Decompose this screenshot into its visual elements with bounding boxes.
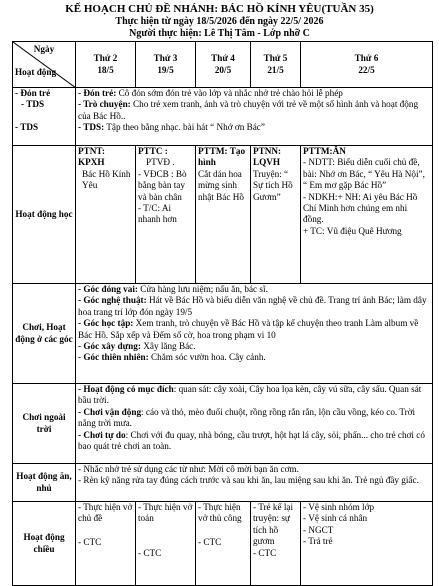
corner-item-text: Xem tranh, trò chuyện về Bác Hồ và tập kể chuyện theo tranh Làm album về Bác Hồ. Sắp xếp và Đếm số cờ, hoa trong phạm vi 10 bbox=[78, 318, 419, 340]
plan-dates: Thực hiện từ ngày 18/5/2026 đến ngày 22/5/ 2026 bbox=[115, 16, 324, 27]
corner-item-head: - Góc xây dựng: bbox=[78, 341, 141, 352]
morning-label: - TDS bbox=[21, 99, 45, 110]
outdoor-row bbox=[13, 384, 433, 464]
afternoon-line: - Thực hiện vở chủ đề bbox=[78, 502, 133, 524]
meal-line: - Nhắc nhở trẻ sử dụng các từ như: Mời cô mời bạn ăn cơm. bbox=[78, 464, 299, 474]
corner-item-head: - Góc nghệ thuật: bbox=[78, 295, 147, 306]
learning-line: - NDTT: Biểu diễn cuối chủ đề, bài: Nhớ ơn Bác, “ Yêu Hà Nội”, bbox=[303, 157, 425, 179]
outdoor-item-text: : cáo và thỏ, mèo đuổi chuột, rồng rồng rắn rắn, lộn cầu vồng, kéo co. Trời nắng trời mưa. bbox=[78, 406, 416, 429]
corner-item bbox=[78, 341, 430, 352]
afternoon-line: - Thực hiện vở toán bbox=[138, 502, 193, 524]
corners-content bbox=[76, 284, 433, 384]
outdoor-item bbox=[78, 384, 430, 407]
morning-row bbox=[13, 88, 433, 146]
outdoor-item-head: - Chơi tự do bbox=[78, 429, 126, 440]
learning-mon bbox=[76, 146, 136, 284]
learning-tue bbox=[136, 146, 196, 284]
morning-content bbox=[76, 88, 433, 146]
day-name: Thứ 6 bbox=[354, 53, 379, 64]
day-mon bbox=[76, 42, 136, 88]
afternoon-line: - CTC bbox=[78, 536, 102, 547]
corner-cell bbox=[13, 42, 76, 88]
corner-item-head: - Góc học tập: bbox=[78, 318, 134, 329]
plan-teacher: Người thực hiện: Lê Thị Tâm - Lớp nhỡ C bbox=[129, 28, 310, 39]
afternoon-line: - Trẻ kể lại truyện: sự tích hồ gươm bbox=[253, 502, 294, 547]
outdoor-item-text: : quan sát: cây xoài, Cây hoa lọa kèn, cây vú sữa, cây sấu. Quan sát bầu trời. bbox=[78, 384, 422, 406]
corner-bottom: Hoạt động bbox=[15, 67, 57, 78]
learning-row bbox=[13, 146, 433, 284]
learning-head: PTNN: LQVH bbox=[253, 146, 282, 168]
page-header bbox=[0, 0, 439, 40]
day-thu bbox=[251, 42, 301, 88]
day-date: 19/5 bbox=[157, 64, 174, 75]
corner-item-head: - Góc đóng vai: bbox=[78, 284, 138, 294]
corner-item-text: Cửa hàng lưu niệm; nấu ăn, bác sĩ. bbox=[137, 284, 268, 294]
learning-fri bbox=[301, 146, 433, 284]
corner-item-head: - Góc thiên nhiên: bbox=[78, 352, 149, 363]
day-fri bbox=[301, 42, 433, 88]
corner-item bbox=[78, 352, 430, 363]
day-name: Thứ 5 bbox=[263, 53, 288, 64]
morning-line-text: Cô đón sớm đón trẻ vào lớp và nhắc nhở trẻ chào hỏi lễ phép bbox=[116, 88, 343, 98]
afternoon-line: - Vệ sinh nhóm lớp bbox=[303, 502, 375, 512]
corner-item bbox=[78, 318, 430, 341]
morning-line-head: - Đón trẻ: bbox=[78, 88, 117, 98]
afternoon-line: - CTC bbox=[253, 547, 277, 558]
meal-label: Hoạt động ăn, nhủ bbox=[13, 464, 76, 502]
morning-line-text: Tập theo bằng nhạc. bài hát “ Nhớ ơn Bác” bbox=[104, 122, 265, 133]
learning-line: “ Em mơ gặp Bác Hồ” bbox=[303, 180, 387, 191]
morning-line bbox=[78, 99, 430, 122]
afternoon-row bbox=[13, 502, 433, 586]
meal-content bbox=[76, 464, 433, 502]
corner-top: Ngày bbox=[33, 44, 55, 54]
meal-row bbox=[13, 464, 433, 502]
afternoon-line: - Vệ sinh cá nhân bbox=[303, 513, 368, 524]
outdoor-item bbox=[78, 430, 430, 453]
corner-item-text: Chăm sóc vườn hoa. Cây cảnh. bbox=[148, 352, 266, 363]
morning-line-text: Cho trẻ xem tranh, ảnh và trò chuyện với trẻ về một số hình ảnh và hoạt động của Bác Hồ.. bbox=[78, 99, 419, 121]
learning-head: PTNT: KPXH bbox=[78, 146, 105, 168]
morning-line bbox=[78, 88, 430, 99]
corner-item-text: Xây lăng Bác. bbox=[140, 341, 196, 352]
morning-label: - Đón trẻ bbox=[15, 88, 51, 98]
learning-body: Truyện: “ Sự tích Hồ Gươm” bbox=[253, 168, 293, 202]
learning-thu bbox=[251, 146, 301, 284]
morning-labels bbox=[13, 88, 76, 146]
afternoon-mon bbox=[76, 502, 136, 586]
day-name: Thứ 3 bbox=[153, 53, 178, 64]
corner-item bbox=[78, 295, 430, 318]
afternoon-tue bbox=[136, 502, 196, 586]
corner-item-text: Hát về Bác Hồ và biểu diễn văn nghệ về chủ đề. Trang trí ảnh Bác; làm dây hoa trang trí lớp đón ngày 19/5 bbox=[78, 295, 427, 317]
plan-table bbox=[12, 41, 433, 586]
days-row bbox=[13, 42, 433, 88]
learning-line: + TC: Vũ điệu Quê Hương bbox=[303, 225, 402, 236]
corners-row bbox=[13, 284, 433, 384]
day-name: Thứ 2 bbox=[93, 53, 118, 64]
afternoon-line: - CTC bbox=[138, 547, 162, 558]
morning-line bbox=[78, 122, 430, 133]
corner-item bbox=[78, 284, 430, 295]
day-name: Thứ 4 bbox=[211, 53, 235, 64]
outdoor-item-head: - Chơi vận động bbox=[78, 406, 142, 417]
day-tue bbox=[136, 42, 196, 88]
outdoor-content bbox=[76, 384, 433, 464]
afternoon-line: - Thực hiện vở thủ công bbox=[198, 502, 242, 524]
afternoon-label: Hoạt động chiều bbox=[13, 502, 76, 586]
outdoor-item bbox=[78, 407, 430, 430]
day-wed bbox=[196, 42, 251, 88]
learning-wed bbox=[196, 146, 251, 284]
learning-body: Bác Hồ Kính Yêu bbox=[82, 168, 131, 191]
afternoon-line: - NGCT bbox=[303, 524, 334, 535]
morning-line-head: - TDS: bbox=[78, 122, 105, 133]
outdoor-item-text: : Chơi với đu quay, nhà bóng, cầu trượt, hột hạt lá cây, sỏi, phấn... cho trẻ chơi có bao quát trẻ chơi an toàn. bbox=[78, 429, 425, 452]
outdoor-label: Chơi ngoài trời bbox=[13, 384, 76, 464]
learning-head: PTTM: Tạo hình bbox=[198, 146, 246, 168]
learning-line: - NDKH:+ NH: Ai yêu Bác Hồ Chí Minh hơn chúng em nhi đồng. bbox=[303, 191, 418, 225]
learning-line: - T/C: Ai nhanh hơn bbox=[138, 203, 177, 225]
corners-label: Chơi, Hoạt động ở các góc bbox=[13, 284, 76, 384]
morning-label: - TDS bbox=[15, 121, 39, 132]
day-date: 18/5 bbox=[97, 64, 114, 75]
learning-line: PTVĐ . bbox=[146, 157, 175, 168]
outdoor-item-head: - Hoạt động có mục đích bbox=[78, 384, 174, 394]
meal-line: - Rèn kỹ năng rửa tay đúng cách trước và sau khi ăn, lau miệng sau khi ăn. Trẻ ngủ đầy giấc. bbox=[78, 475, 419, 486]
learning-line: - VĐCB : Bò bằng bàn tay và bàn chân bbox=[138, 168, 187, 202]
afternoon-line: - CTC bbox=[198, 536, 222, 547]
day-date: 20/5 bbox=[214, 64, 232, 75]
plan-title: KẾ HOẠCH CHỦ ĐỀ NHÁNH: BÁC HỒ KÍNH YÊU(TUẦN 35) bbox=[65, 3, 374, 15]
learning-label: Hoạt động học bbox=[13, 146, 76, 284]
learning-head: PTTM:ÂN bbox=[303, 146, 346, 156]
afternoon-fri bbox=[301, 502, 433, 586]
day-date: 22/5 bbox=[358, 64, 375, 75]
afternoon-line: - Trả trẻ bbox=[303, 536, 333, 547]
afternoon-thu bbox=[251, 502, 301, 586]
day-date: 21/5 bbox=[267, 64, 284, 75]
learning-head: PTTC : bbox=[138, 146, 168, 156]
learning-body: Cắt dán hoa mừng sinh nhật Bác Hồ bbox=[198, 168, 244, 202]
afternoon-wed bbox=[196, 502, 251, 586]
morning-line-head: - Trò chuyện: bbox=[78, 99, 131, 110]
